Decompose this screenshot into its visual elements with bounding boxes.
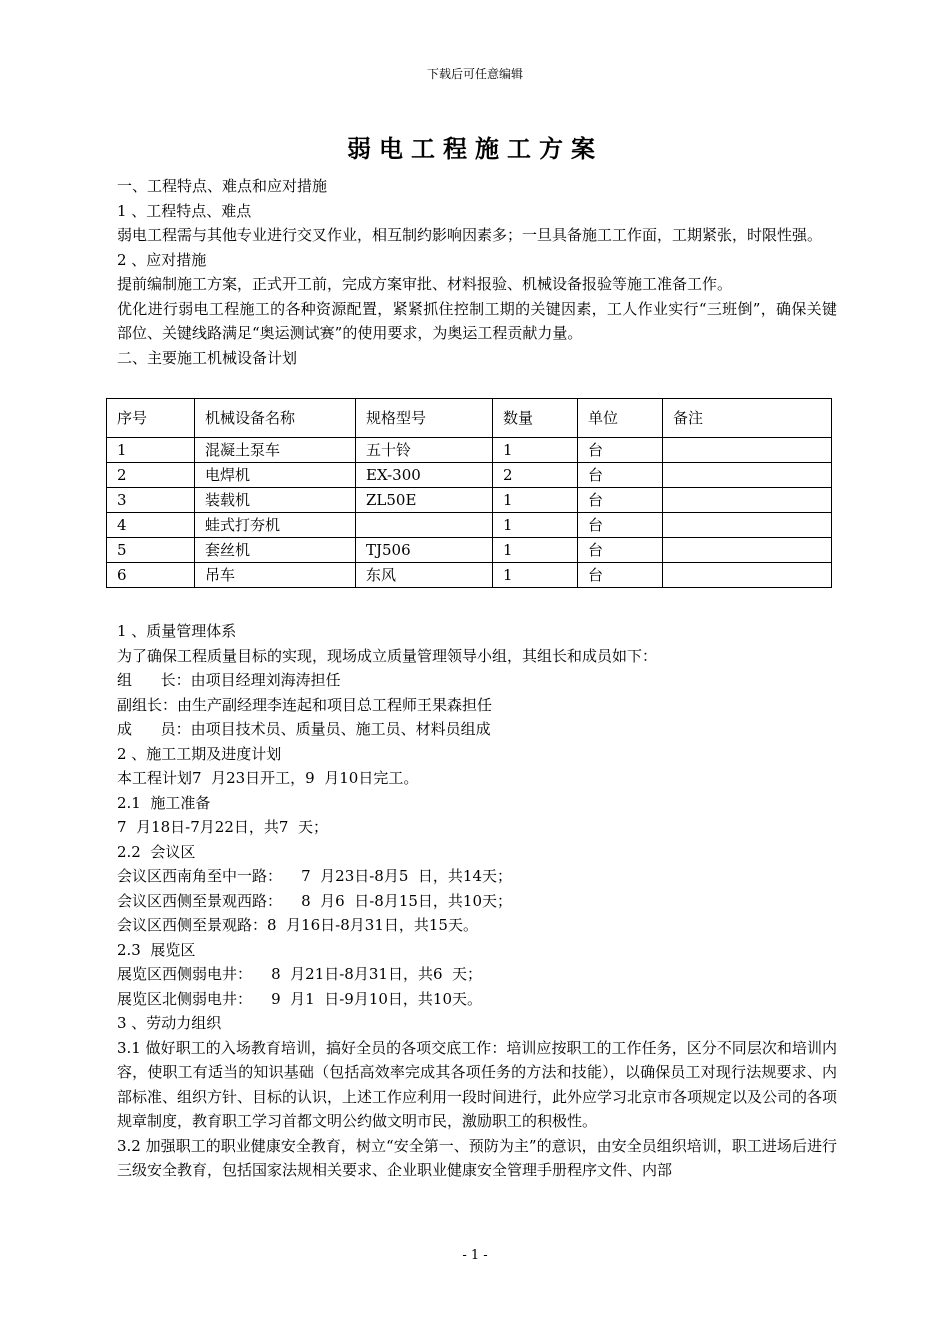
table-cell: ZL50E	[356, 488, 493, 513]
text-line: 组 长：由项目经理刘海涛担任	[117, 671, 341, 689]
page-number: - 1 -	[462, 1248, 488, 1263]
text-line: 为了确保工程质量目标的实现，现场成立质量管理领导小组，其组长和成员如下：	[117, 646, 658, 665]
table-cell: 5	[107, 538, 195, 563]
table-cell: 1	[493, 563, 578, 588]
table-header-row	[107, 399, 832, 438]
table-cell: 6	[107, 563, 195, 588]
table-header-cell: 数量	[493, 399, 578, 438]
table-cell: 3	[107, 488, 195, 513]
paragraph: 弱电工程需与其他专业进行交叉作业，相互制约影响因素多；一旦具备施工工作面，工期紧张，时限性强。	[117, 226, 823, 244]
table-header-cell: 单位	[578, 399, 663, 438]
paragraph: 3.2 加强职工的职业健康安全教育，树立“安全第一、预防为主”的意识，由安全员组织培训，职工进场后进行三级安全教育，包括国家法规相关要求、企业职业健康安全管理手册程序文件、内部	[117, 1136, 837, 1179]
section-after-table	[117, 619, 837, 1183]
table-cell: 装载机	[195, 488, 356, 513]
sub-heading: 3 、劳动力组织	[117, 1014, 222, 1032]
table-cell	[663, 513, 832, 538]
document-title: 弱电工程施工方案	[347, 134, 603, 163]
table-cell: TJ506	[356, 538, 493, 563]
table-cell	[663, 438, 832, 463]
text-line: 展览区西侧弱电井： 8 月21日-8月31日，共6 天；	[117, 965, 483, 983]
table-cell: 蛙式打夯机	[195, 513, 356, 538]
table-row	[107, 463, 832, 488]
sub-heading: 2 、应对措施	[117, 250, 207, 269]
table-cell	[356, 513, 493, 538]
table-cell: 套丝机	[195, 538, 356, 563]
sub-heading: 1 、质量管理体系	[117, 622, 237, 640]
paragraph: 提前编制施工方案，正式开工前，完成方案审批、材料报验、机械设备报验等施工准备工作。	[117, 275, 733, 293]
section-heading: 二、主要施工机械设备计划	[117, 348, 298, 367]
section-heading: 一、工程特点、难点和应对措施	[117, 177, 328, 195]
table-row	[107, 538, 832, 563]
text-line: 会议区西侧至景观路：8 月16日-8月31日，共15天。	[117, 916, 478, 934]
table-row	[107, 513, 832, 538]
table-row	[107, 563, 832, 588]
table-header-cell: 备注	[663, 399, 832, 438]
table-cell	[663, 563, 832, 588]
text-line: 本工程计划7 月23日开工，9 月10日完工。	[117, 769, 419, 787]
table-header-cell: 机械设备名称	[195, 399, 356, 438]
table-cell: 台	[578, 563, 663, 588]
table-cell: 吊车	[195, 563, 356, 588]
table-row	[107, 488, 832, 513]
table-cell: 台	[578, 538, 663, 563]
table-cell: 2	[107, 463, 195, 488]
table-cell: EX-300	[356, 463, 493, 488]
sub-heading: 2.1 施工准备	[117, 793, 211, 812]
table-cell	[663, 488, 832, 513]
table-row	[107, 438, 832, 463]
table-cell: 台	[578, 488, 663, 513]
paragraph: 3.1 做好职工的入场教育培训，搞好全员的各项交底工作：培训应按职工的工作任务，区分不同层次和培训内容，使职工有适当的知识基础（包括高效率完成其各项任务的方法和技能），以确保员工对现行法规要求、内部标准、组织方针、目标的认识，上述工作应利用一段时间进行，此外应学习北京市各项规定以及公司的各项规章制度，教育职工学习首都文明公约做文明市民，激励职工的积极性。	[117, 1038, 838, 1130]
table-cell	[663, 463, 832, 488]
table-cell: 五十铃	[356, 438, 493, 463]
section-1	[117, 174, 837, 370]
text-line: 会议区西南角至中一路： 7 月23日-8月5 日，共14天；	[117, 867, 513, 885]
table-cell: 1	[107, 438, 195, 463]
text-line: 会议区西侧至景观西路： 8 月6 日-8月15日，共10天；	[117, 891, 513, 910]
equipment-table	[106, 398, 832, 588]
table-cell: 1	[493, 438, 578, 463]
header-note: 下载后可任意编辑	[426, 67, 523, 81]
table-cell: 台	[578, 513, 663, 538]
table-header-cell: 序号	[107, 399, 195, 438]
table-cell: 混凝土泵车	[195, 438, 356, 463]
text-line: 7 月18日-7月22日，共7 天；	[117, 818, 328, 836]
table-cell: 1	[493, 538, 578, 563]
table-cell: 1	[493, 513, 578, 538]
table-cell: 2	[493, 463, 578, 488]
table-cell: 东风	[356, 563, 493, 588]
table-cell: 台	[578, 438, 663, 463]
sub-heading: 2.3 展览区	[117, 940, 196, 959]
text-line: 成 员：由项目技术员、质量员、施工员、材料员组成	[117, 720, 491, 738]
text-line: 展览区北侧弱电井： 9 月1 日-9月10日，共10天。	[117, 989, 483, 1008]
text-line: 副组长：由生产副经理李连起和项目总工程师王果森担任	[117, 695, 493, 714]
paragraph: 优化进行弱电工程施工的各种资源配置，紧紧抓住控制工期的关键因素，工人作业实行“三班倒”，确保关键部位、关键线路满足“奥运测试赛”的使用要求，为奥运工程贡献力量。	[117, 299, 837, 342]
sub-heading: 2.2 会议区	[117, 842, 196, 861]
sub-heading: 1 、工程特点、难点	[117, 201, 252, 220]
sub-heading: 2 、施工工期及进度计划	[117, 744, 282, 763]
table-header-cell: 规格型号	[356, 399, 493, 438]
table-cell: 台	[578, 463, 663, 488]
table-cell: 电焊机	[195, 463, 356, 488]
table-cell: 4	[107, 513, 195, 538]
table-cell: 1	[493, 488, 578, 513]
table-cell	[663, 538, 832, 563]
